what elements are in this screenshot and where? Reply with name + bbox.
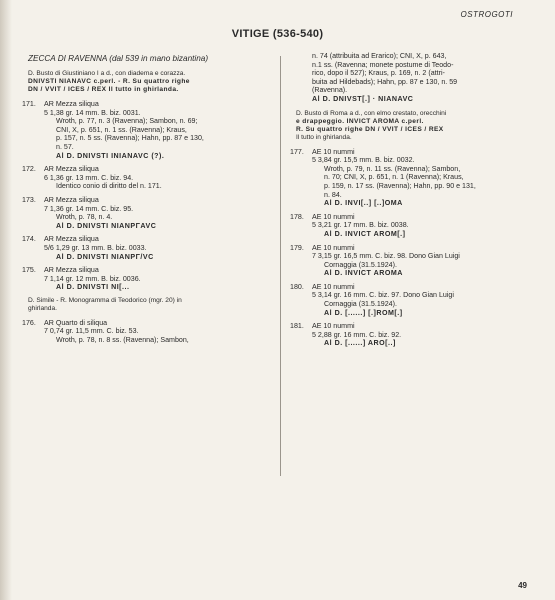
entry-line: 5 3,84 gr. 15,5 mm. B. biz. 0032. [312,156,415,165]
catalog-entry [290,283,535,317]
desc-line: D. Simile - R. Monogramma di Teodorico (mgr. 20) in [28,296,182,304]
entry-line: Wroth, p. 78, n. 4. [56,213,113,222]
entry-line: n. 70; CNI, X, p. 651, n. 1 (Ravenna); Kraus, [324,173,464,182]
entry-number: 177. [290,147,304,156]
continued-entry [312,52,535,104]
entry-number: 181. [290,322,304,331]
entry-line: 5 1,38 gr. 14 mm. B. biz. 0031. [44,108,141,117]
entry-line: AR Mezza siliqua [44,266,99,275]
entry-body [44,196,266,230]
entry-line: Al D. [......] [.]ROM[.] [324,308,403,317]
entry-line: Al D. DNIVSTI NIANPΓAVC [56,221,157,230]
catalog-entry [290,322,535,348]
entry-body [312,148,535,208]
entry-line: Al D. INVICT AROM[.] [324,229,406,238]
entry-body [44,165,266,191]
catalog-entry [22,235,266,261]
entry-list [22,100,266,292]
entry-line: AE 10 nummi [312,322,355,331]
catalog-entry [22,266,266,292]
catalog-entry [22,319,266,345]
catalog-entry [22,165,266,191]
entry-line: 7 1,14 gr. 12 mm. B. biz. 0036. [44,274,141,283]
entry-line: Wroth, p. 78, n. 8 ss. (Ravenna); Sambon, [56,336,189,345]
entry-number: 180. [290,282,304,291]
entry-line: CNI, X, p. 651, n. 1 ss. (Ravenna); Kraus, [56,125,187,134]
entry-line: Al D. INVICT AROMA [324,269,403,278]
entry-number: 176. [22,318,36,327]
type-description [28,70,266,94]
entry-body [312,213,535,239]
entry-line: p. 159, n. 17 ss. (Ravenna); Hahn, pp. 90 e 131, [324,181,476,190]
desc-line: ghirlanda. [28,304,57,312]
catalog-entry [290,213,535,239]
desc-line: D. Busto di Roma a d., con elmo crestato, orecchini [296,109,447,117]
entry-body [44,235,266,261]
entry-line: buita ad Hildebads); Hahn, pp. 87 e 130, n. 59 [312,77,458,86]
entry-body [312,283,535,317]
entry-line: 6 1,36 gr. 13 mm. C. biz. 94. [44,173,134,182]
page-number: 49 [518,581,527,590]
entry-number: 175. [22,266,36,275]
catalog-entry [290,148,535,208]
desc-line: Il tutto in ghirlanda. [296,133,352,141]
entry-line: AR Mezza siliqua [44,235,99,244]
entry-line: Cornaggia (31.5.1924). [324,300,397,309]
entry-line: 5 3,14 gr. 16 mm. C. biz. 97. Dono Gian Luigi [312,291,454,300]
entry-line: Al D. DNIVSTI INIANAVC (?). [56,151,165,160]
right-column [290,52,535,353]
entry-number: 174. [22,235,36,244]
type-description [28,297,266,313]
entry-line: AE 10 nummi [312,243,355,252]
desc-line: R. Su quattro righe DN / VVIT / ICES / REX [296,125,444,133]
entry-line: 7 3,15 gr. 16,5 mm. C. biz. 98. Dono Gian Luigi [312,252,460,261]
binding-shadow [0,0,12,600]
entry-line: Al D. DNIVST[.] · NIANAVC [312,94,414,103]
entry-body [44,100,266,160]
left-column [22,52,266,350]
desc-line: DN / VVIT / ICES / REX Il tutto in ghirlanda. [28,86,179,93]
entry-line: Wroth, p. 79, n. 11 ss. (Ravenna); Sambon, [324,164,461,173]
column-divider [280,56,281,476]
entry-line: 5 2,88 gr. 16 mm. C. biz. 92. [312,330,402,339]
entry-line: Al D. [......] ARO[..] [324,339,396,348]
desc-line: DNIVSTI NIANAVC c.perl. - R. Su quattro righe [28,78,190,85]
entry-line: AE 10 nummi [312,212,355,221]
entry-line: n. 57. [56,142,74,151]
entry-line: 7 1,36 gr. 14 mm. C. biz. 95. [44,204,134,213]
entry-line: AE 10 nummi [312,282,355,291]
entry-line: Identico conio di diritto del n. 171. [56,182,162,191]
entry-list [22,319,266,345]
catalog-entry [290,244,535,278]
catalog-entry [22,196,266,230]
entry-line: Al D. DNIVSTI NI[... [56,283,130,292]
page-title: VITIGE (536-540) [231,28,324,40]
entry-line: n. 74 (attribuita ad Erarico); CNI, X, p. 643, [312,52,447,60]
type-description [296,110,535,142]
entry-line: p. 157, n. 5 ss. (Ravenna); Hahn, pp. 87 e 130, [56,134,204,143]
entry-list [290,148,535,348]
entry-body [312,322,535,348]
entry-number: 173. [22,195,36,204]
entry-line: AR Quarto di siliqua [44,318,108,327]
entry-number: 172. [22,165,36,174]
running-head: OSTROGOTI [460,10,513,19]
entry-body [44,319,266,345]
catalog-entry [22,100,266,160]
desc-line: D. Busto di Giustiniano I a d., con diadema e corazza. [28,70,186,77]
entry-line: Wroth, p. 77, n. 3 (Ravenna); Sambon, n. 69; [56,117,198,126]
entry-line: n.1 ss. (Ravenna; monete postume di Teodo- [312,60,454,69]
entry-line: Al D. INVI[..] [..]OMA [324,199,403,208]
entry-line: AE 10 nummi [312,147,355,156]
entry-line: AR Mezza siliqua [44,195,99,204]
entry-line: n. 84. [324,190,342,199]
mint-heading: ZECCA DI RAVENNA (dal 539 in mano bizantina) [28,54,209,63]
entry-line: Cornaggia (31.5.1924). [324,260,397,269]
entry-number: 171. [22,100,36,108]
entry-line: (Ravenna). [312,86,348,95]
entry-line: 7 0,74 gr. 11,5 mm. C. biz. 53. [44,327,139,336]
entry-number: 179. [290,243,304,252]
entry-line: 5/6 1,29 gr. 13 mm. B. biz. 0033. [44,243,147,252]
entry-body [312,244,535,278]
entry-body [44,266,266,292]
entry-line: 5 3,21 gr. 17 mm. B. biz. 0038. [312,221,409,230]
entry-line: AR Mezza siliqua [44,165,99,174]
entry-number: 178. [290,212,304,221]
entry-line: Al D. DNIVSTI NIANPΓ/VC [56,252,154,261]
desc-line: e drappeggio. INVICT AROMA c.perl. [296,117,424,125]
entry-line: rico, dopo il 527); Kraus, p. 169, n. 2 (attri- [312,69,445,78]
entry-line: AR Mezza siliqua [44,100,99,108]
